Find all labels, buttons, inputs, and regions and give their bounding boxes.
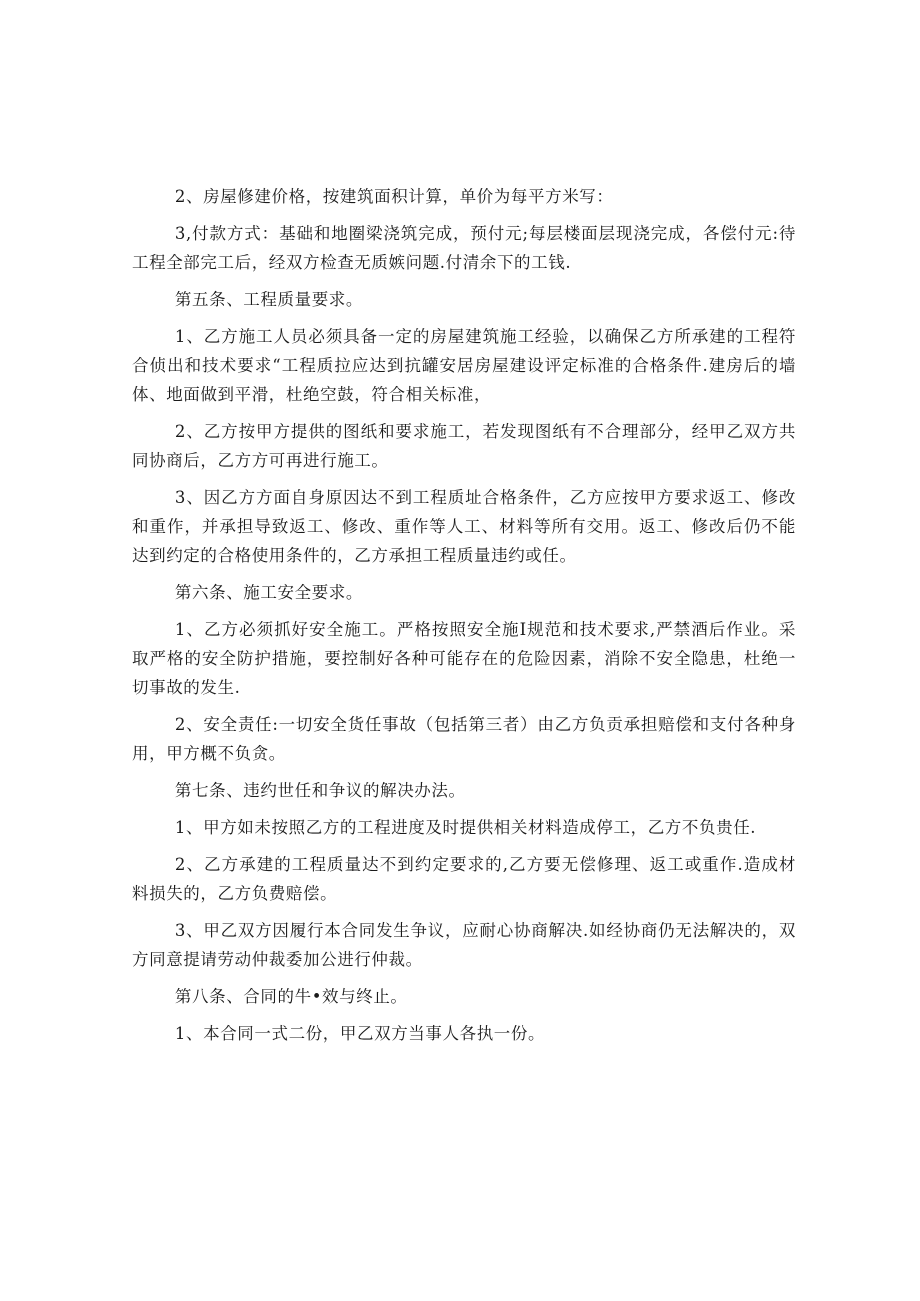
article-6-heading: 第六条、施工安全要求。 (174, 583, 363, 602)
article-8-heading: 第八条、合同的牛•效与终止。 (174, 987, 408, 1006)
effect-clause-1: 1、本合同一式二份，甲乙双方当事人各执一份。 (174, 1024, 546, 1043)
payment-clause: 3,付款方式：基础和地圈梁浇筑完成，预付元;每层楼面层现浇完成，各偿付元:待工程全部完工后，经双方检查无质嫉问题.付清余下的工钱. (132, 224, 796, 272)
article-5-heading: 第五条、工程质量要求。 (174, 290, 363, 309)
quality-clause-3: 3、因乙方方面自身原因达不到工程质址合格条件，乙方应按甲方要求返工、修改和重作，并承担导致返工、修改、重作等人工、材料等所有交用。返工、修改后仍不能达到约定的合格使用条件的，乙方承担工程质量违约或任。 (132, 488, 796, 565)
price-clause: 2、房屋修建价格，按建筑面积计算，单价为每平方米写： (174, 187, 614, 206)
quality-clause-2: 2、乙方按甲方提供的图纸和要求施工，若发现图纸有不合理部分，经甲乙双方共同协商后，乙方方可再进行施工。 (132, 422, 796, 470)
safety-clause-2: 2、安全责任:一切安全货任事故（包括第三者）由乙方负贡承担赔偿和支付各种身用，甲方概不负贪。 (132, 715, 796, 763)
document-body (132, 182, 796, 1048)
safety-clause-1: 1、乙方必须抓好安全施工。严格按照安全施I规范和技术要求,严禁酒后作业。采取严格的安全防护措施，要控制好各种可能存在的危险因素，消除不安全隐患，杜绝一切事故的发生. (132, 620, 796, 697)
breach-clause-3: 3、甲乙双方因履行本合同发生争议，应耐心协商解决.如经协商仍无法解决的，双方同意提请劳动仲裁委加公进行仲裁。 (132, 921, 796, 969)
breach-clause-2: 2、乙方承建的工程质量达不到约定要求的,乙方要无偿修理、返工或重作.造成材料损失的，乙方负费赔偿。 (132, 855, 796, 903)
quality-clause-1: 1、乙方施工人员必须具备一定的房屋建筑施工经验，以确保乙方所承建的工程符合侦出和技术要求“工程质拉应达到抗罐安居房屋建设评定标准的合格条件.建房后的墙体、地面做到平滑，杜绝空鼓，符合相关标准， (132, 327, 796, 404)
article-7-heading: 第七条、违约世任和争议的解决办法。 (174, 781, 466, 800)
breach-clause-1: 1、甲方如未按照乙方的工程进度及时提供相关材料造成停工，乙方不负贵任. (174, 818, 757, 837)
